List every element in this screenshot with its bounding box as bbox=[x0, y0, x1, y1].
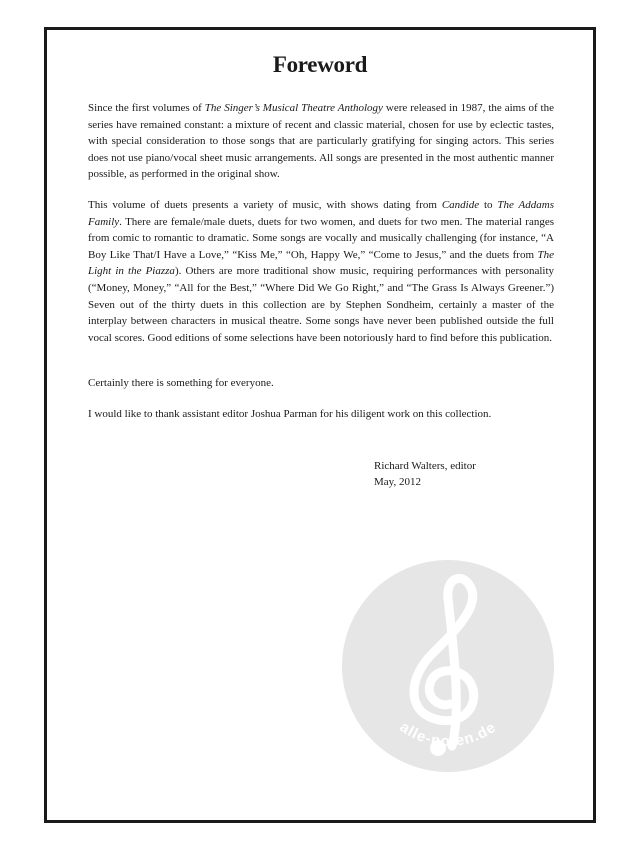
watermark-text: alle-noten.de bbox=[396, 718, 500, 751]
duets-text-b: to bbox=[479, 199, 498, 211]
paragraph-everyone: Certainly there is something for everyone. bbox=[88, 377, 274, 389]
watermark bbox=[340, 558, 556, 774]
paragraph-duets bbox=[88, 197, 554, 346]
show-title-light-in-the-piazza: The Light in the Piazza bbox=[88, 248, 554, 278]
intro-text-end: were released in 1987, the aims of the series have remained constant: a mixture of recent and classic material, chosen for use by eclectic tastes, with special consideration to those songs that are particularly gratifying for singing actors. This series does not use piano/vocal sheet music arrangements. All songs are presented in the most authentic manner possible, as performed in the original show. bbox=[88, 102, 554, 181]
show-title-candide: Candide bbox=[441, 199, 480, 211]
page-title: Foreword bbox=[272, 52, 368, 77]
intro-text-start: Since the first volumes of bbox=[88, 102, 205, 114]
signature-name: Richard Walters, editor bbox=[374, 460, 476, 472]
paragraph-thanks: I would like to thank assistant editor Joshua Parman for his diligent work on this collection. bbox=[88, 408, 492, 420]
signature-date: May, 2012 bbox=[374, 476, 421, 488]
duets-text-a: This volume of duets presents a variety of music, with shows dating from bbox=[88, 199, 442, 211]
duets-text-c: . There are female/male duets, duets for two women, and duets for two men. The material ranges from comic to romantic to dramatic. Some songs are vocally and musically challenging (for instance, “A Boy Like That/I Have a Love,” “Kiss Me,” “Oh, Happy We,” “Come to Jesus,” and the duets from bbox=[88, 215, 554, 261]
anthology-title: The Singer’s Musical Theatre Anthology bbox=[204, 102, 383, 114]
page-frame bbox=[44, 27, 596, 823]
paragraph-intro bbox=[88, 100, 554, 183]
duets-text-d: ). Others are more traditional show music, requiring performances with personality (“Money, Money,” “All for the Best,” “Where Did We Go Right,” and “The Grass Is Always Greener.”) Seven out of the thirty duets in this collection are by Stephen Sondheim, certainly a master of the interplay between characters in musical theatre. Some songs have never been published outside the full vocal scores. Good editions of some selections have been notoriously hard to find before this publication. bbox=[88, 265, 554, 344]
show-title-addams-family: The Addams Family bbox=[88, 199, 555, 228]
